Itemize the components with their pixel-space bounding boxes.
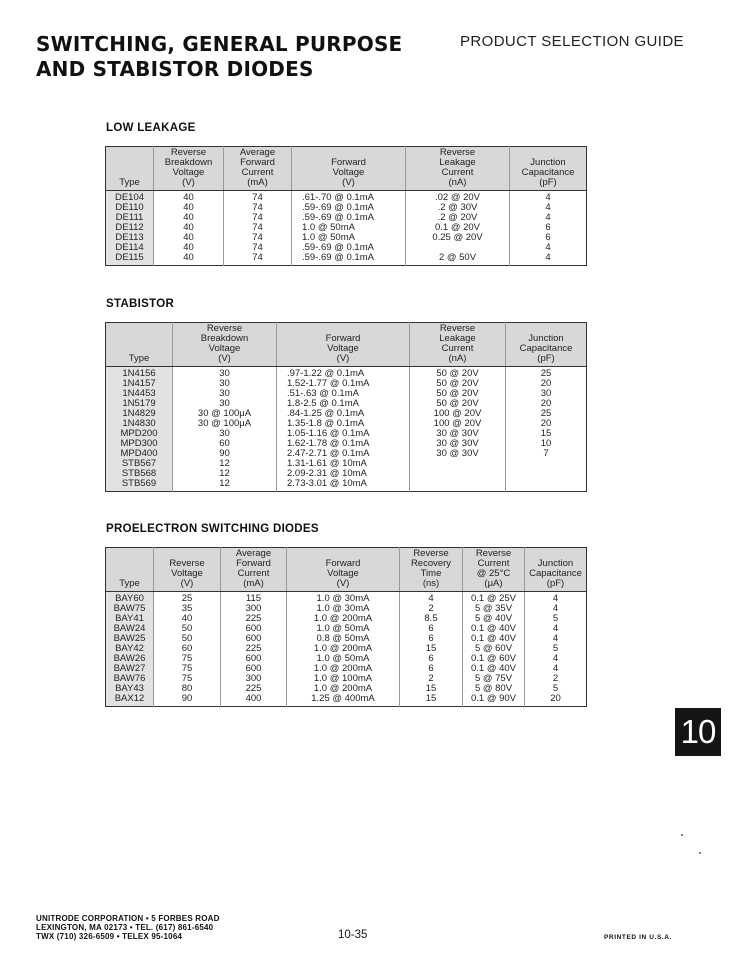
table-row — [106, 379, 587, 389]
column-header: Type — [106, 147, 154, 191]
table-cell: 25 — [154, 592, 221, 605]
table-cell: 20 — [525, 694, 587, 707]
table-row — [106, 654, 587, 664]
table-cell: 4 — [510, 243, 587, 253]
table-cell: 1.25 @ 400mA — [287, 694, 400, 707]
table-cell: 50 @ 20V — [410, 367, 506, 380]
table-cell: 4 — [525, 634, 587, 644]
part-type-cell: DE104 — [106, 191, 154, 204]
table-cell: 40 — [154, 614, 221, 624]
part-type-cell: 1N4829 — [106, 409, 173, 419]
part-type-cell: BAW76 — [106, 674, 154, 684]
column-header: Reverse Recovery Time (ns) — [400, 548, 463, 592]
table-cell: .2 @ 20V — [406, 213, 510, 223]
table-cell: .61-.70 @ 0.1mA — [292, 191, 406, 204]
table-cell: 1.0 @ 100mA — [287, 674, 400, 684]
table-cell: 1.0 @ 200mA — [287, 684, 400, 694]
table-cell: 6 — [400, 664, 463, 674]
table-cell: 5 — [525, 614, 587, 624]
table-cell: 50 — [154, 624, 221, 634]
table-cell: 4 — [400, 592, 463, 605]
table-cell: 4 — [510, 213, 587, 223]
table-cell: .02 @ 20V — [406, 191, 510, 204]
table-row — [106, 664, 587, 674]
table-cell: 2.47-2.71 @ 0.1mA — [277, 449, 410, 459]
table-cell: 1.0 @ 50mA — [287, 624, 400, 634]
table-cell: 20 — [506, 419, 587, 429]
part-type-cell: DE113 — [106, 233, 154, 243]
table-cell: 400 — [221, 694, 287, 707]
table-cell: 1.0 @ 200mA — [287, 644, 400, 654]
table-row — [106, 389, 587, 399]
table-row — [106, 644, 587, 654]
table-row — [106, 459, 587, 469]
part-type-cell: BAW27 — [106, 664, 154, 674]
table-cell: 4 — [525, 664, 587, 674]
table-cell: .59-.69 @ 0.1mA — [292, 243, 406, 253]
table-row — [106, 243, 587, 253]
table-cell: 4 — [510, 203, 587, 213]
table-cell: 30 — [173, 367, 277, 380]
table-cell: 30 @ 100μA — [173, 419, 277, 429]
table-cell: 74 — [224, 243, 292, 253]
table-cell: 40 — [154, 191, 224, 204]
table-cell — [506, 479, 587, 492]
margin-dot — [681, 834, 683, 836]
table-cell: 1.62-1.78 @ 0.1mA — [277, 439, 410, 449]
table-cell: 15 — [400, 684, 463, 694]
table-cell: 30 @ 30V — [410, 449, 506, 459]
table-row — [106, 399, 587, 409]
table-header-row — [106, 323, 587, 367]
column-header: Reverse Leakage Current (nA) — [410, 323, 506, 367]
table-cell: 1.0 @ 30mA — [287, 592, 400, 605]
part-type-cell: BAY42 — [106, 644, 154, 654]
table-row — [106, 439, 587, 449]
table-cell: 2 — [400, 604, 463, 614]
table-cell — [410, 479, 506, 492]
part-type-cell: BAY43 — [106, 684, 154, 694]
part-type-cell: DE112 — [106, 223, 154, 233]
part-type-cell: 1N4830 — [106, 419, 173, 429]
table-cell: 40 — [154, 203, 224, 213]
table-cell: 12 — [173, 469, 277, 479]
part-type-cell: DE111 — [106, 213, 154, 223]
table-cell: 225 — [221, 684, 287, 694]
table-cell: 5 @ 60V — [463, 644, 525, 654]
table-row — [106, 419, 587, 429]
column-header: Type — [106, 548, 154, 592]
table-cell: 40 — [154, 213, 224, 223]
table-header-row — [106, 548, 587, 592]
table-cell: 6 — [510, 223, 587, 233]
part-type-cell: 1N4157 — [106, 379, 173, 389]
table-cell: 40 — [154, 233, 224, 243]
table-row — [106, 233, 587, 243]
column-header: Reverse Current @ 25°C (μA) — [463, 548, 525, 592]
table-cell: 115 — [221, 592, 287, 605]
table-cell: 600 — [221, 624, 287, 634]
table-cell: 50 @ 20V — [410, 389, 506, 399]
table-cell: 5 @ 75V — [463, 674, 525, 684]
table-cell: 5 @ 35V — [463, 604, 525, 614]
table-cell: 90 — [154, 694, 221, 707]
part-type-cell: 1N4453 — [106, 389, 173, 399]
table-cell: 5 @ 80V — [463, 684, 525, 694]
column-header: Reverse Breakdown Voltage (V) — [173, 323, 277, 367]
page-number: 10-35 — [338, 929, 368, 941]
table-cell: 30 @ 30V — [410, 429, 506, 439]
table-cell: 12 — [173, 479, 277, 492]
table-cell: 7 — [506, 449, 587, 459]
table-cell: 30 — [506, 389, 587, 399]
table-cell: 60 — [173, 439, 277, 449]
table-cell: 1.52-1.77 @ 0.1mA — [277, 379, 410, 389]
table-cell: 40 — [154, 253, 224, 266]
table-cell: 600 — [221, 664, 287, 674]
table-cell: 74 — [224, 203, 292, 213]
table-row — [106, 614, 587, 624]
part-type-cell: 1N5179 — [106, 399, 173, 409]
table-cell: 1.8-2.5 @ 0.1mA — [277, 399, 410, 409]
table-row — [106, 203, 587, 213]
table-cell: 600 — [221, 654, 287, 664]
part-type-cell: BAX12 — [106, 694, 154, 707]
table-cell: 600 — [221, 634, 287, 644]
table-cell: 0.25 @ 20V — [406, 233, 510, 243]
part-type-cell: BAY60 — [106, 592, 154, 605]
company-address: UNITRODE CORPORATION • 5 FORBES ROAD LEXINGTON, MA 02173 • TEL. (617) 861-6540 TWX (710) 326-6509 • TELEX 95-1064 — [36, 914, 220, 941]
part-type-cell: BAW24 — [106, 624, 154, 634]
table-cell: 30 — [173, 389, 277, 399]
table-cell: 0.1 @ 25V — [463, 592, 525, 605]
table-cell: 8.5 — [400, 614, 463, 624]
table-cell: 40 — [154, 243, 224, 253]
table-cell: 25 — [506, 409, 587, 419]
table-cell: 5 — [525, 684, 587, 694]
table-row — [106, 449, 587, 459]
table-cell: 0.1 @ 40V — [463, 624, 525, 634]
table-cell: 0.1 @ 20V — [406, 223, 510, 233]
column-header: Junction Capacitance (pF) — [525, 548, 587, 592]
table-cell: 1.0 @ 200mA — [287, 664, 400, 674]
page-title — [36, 32, 436, 82]
part-type-cell: STB568 — [106, 469, 173, 479]
table-cell: 20 — [506, 379, 587, 389]
table-row — [106, 409, 587, 419]
table-cell: 50 @ 20V — [410, 379, 506, 389]
table-cell: 74 — [224, 223, 292, 233]
low-leakage-table — [105, 146, 587, 266]
table-cell: 74 — [224, 253, 292, 266]
table-cell: 2.09-2.31 @ 10mA — [277, 469, 410, 479]
part-type-cell: BAW75 — [106, 604, 154, 614]
section-title-stabistor: STABISTOR — [106, 298, 175, 310]
table-cell: 50 @ 20V — [410, 399, 506, 409]
page-title-line-1: SWITCHING, GENERAL PURPOSE — [36, 32, 403, 56]
stabistor-table — [105, 322, 587, 492]
column-header: Junction Capacitance (pF) — [510, 147, 587, 191]
table-cell: 5 — [525, 644, 587, 654]
table-cell: 1.35-1.8 @ 0.1mA — [277, 419, 410, 429]
column-header: Forward Voltage (V) — [287, 548, 400, 592]
product-selection-guide-label: PRODUCT SELECTION GUIDE — [460, 33, 684, 50]
table-cell: .84-1.25 @ 0.1mA — [277, 409, 410, 419]
table-cell: .2 @ 30V — [406, 203, 510, 213]
table-cell: 2 — [525, 674, 587, 684]
table-cell: 40 — [154, 223, 224, 233]
table-cell: .97-1.22 @ 0.1mA — [277, 367, 410, 380]
table-cell: 6 — [400, 634, 463, 644]
table-cell: 74 — [224, 213, 292, 223]
table-cell: 4 — [525, 624, 587, 634]
table-cell: 74 — [224, 191, 292, 204]
table-cell: 50 — [154, 634, 221, 644]
table-row — [106, 684, 587, 694]
table-cell: 60 — [154, 644, 221, 654]
table-cell: 1.0 @ 50mA — [292, 233, 406, 243]
table-cell: 5 @ 40V — [463, 614, 525, 624]
table-row — [106, 253, 587, 266]
section-title-low-leakage: LOW LEAKAGE — [106, 122, 196, 134]
column-header: Junction Capacitance (pF) — [506, 323, 587, 367]
column-header: Reverse Leakage Current (nA) — [406, 147, 510, 191]
table-cell: 0.1 @ 40V — [463, 634, 525, 644]
part-type-cell: MPD400 — [106, 449, 173, 459]
part-type-cell: BAW26 — [106, 654, 154, 664]
table-cell: 12 — [173, 459, 277, 469]
part-type-cell: DE114 — [106, 243, 154, 253]
table-cell — [406, 243, 510, 253]
table-cell: 10 — [506, 439, 587, 449]
table-cell: 100 @ 20V — [410, 409, 506, 419]
table-cell: 20 — [506, 399, 587, 409]
table-row — [106, 429, 587, 439]
table-cell: 100 @ 20V — [410, 419, 506, 429]
table-cell: 30 @ 100μA — [173, 409, 277, 419]
table-cell: 74 — [224, 233, 292, 243]
page-title-line-2: AND STABISTOR DIODES — [36, 57, 314, 81]
column-header: Forward Voltage (V) — [277, 323, 410, 367]
table-cell: 2 @ 50V — [406, 253, 510, 266]
table-cell: 6 — [400, 624, 463, 634]
table-cell: 4 — [525, 604, 587, 614]
table-cell: 4 — [525, 592, 587, 605]
table-header-row — [106, 147, 587, 191]
table-cell: 4 — [510, 253, 587, 266]
table-cell: 15 — [506, 429, 587, 439]
table-cell — [410, 459, 506, 469]
table-cell: 30 @ 30V — [410, 439, 506, 449]
table-cell: 4 — [525, 654, 587, 664]
table-cell: 80 — [154, 684, 221, 694]
part-type-cell: BAY41 — [106, 614, 154, 624]
table-cell: 1.0 @ 50mA — [287, 654, 400, 664]
table-cell — [506, 469, 587, 479]
part-type-cell: DE110 — [106, 203, 154, 213]
table-cell: 6 — [510, 233, 587, 243]
table-cell: 4 — [510, 191, 587, 204]
table-row — [106, 479, 587, 492]
table-row — [106, 469, 587, 479]
table-cell: 30 — [173, 399, 277, 409]
table-row — [106, 624, 587, 634]
table-cell: 0.1 @ 90V — [463, 694, 525, 707]
table-cell: 300 — [221, 674, 287, 684]
column-header: Reverse Breakdown Voltage (V) — [154, 147, 224, 191]
section-title-proelectron: PROELECTRON SWITCHING DIODES — [106, 523, 319, 535]
table-row — [106, 694, 587, 707]
table-cell: 2.73-3.01 @ 10mA — [277, 479, 410, 492]
column-header: Average Forward Current (mA) — [221, 548, 287, 592]
printed-in-usa: PRINTED IN U.S.A. — [604, 934, 672, 941]
table-cell: 25 — [506, 367, 587, 380]
part-type-cell: BAW25 — [106, 634, 154, 644]
table-cell: 0.1 @ 40V — [463, 664, 525, 674]
table-cell: 1.0 @ 50mA — [292, 223, 406, 233]
table-cell: 75 — [154, 654, 221, 664]
table-cell: .59-.69 @ 0.1mA — [292, 253, 406, 266]
table-cell: 2 — [400, 674, 463, 684]
table-cell: 6 — [400, 654, 463, 664]
column-header: Forward Voltage (V) — [292, 147, 406, 191]
table-cell — [506, 459, 587, 469]
table-cell: 75 — [154, 664, 221, 674]
table-row — [106, 223, 587, 233]
table-cell: 225 — [221, 614, 287, 624]
table-cell: 30 — [173, 379, 277, 389]
column-header: Average Forward Current (mA) — [224, 147, 292, 191]
table-row — [106, 634, 587, 644]
table-cell: 1.0 @ 200mA — [287, 614, 400, 624]
table-cell: 75 — [154, 674, 221, 684]
table-cell: 225 — [221, 644, 287, 654]
part-type-cell: DE115 — [106, 253, 154, 266]
part-type-cell: STB567 — [106, 459, 173, 469]
table-cell: 15 — [400, 694, 463, 707]
part-type-cell: STB569 — [106, 479, 173, 492]
table-row — [106, 674, 587, 684]
table-row — [106, 191, 587, 204]
table-cell: 1.0 @ 30mA — [287, 604, 400, 614]
part-type-cell: 1N4156 — [106, 367, 173, 380]
table-cell: 300 — [221, 604, 287, 614]
table-cell: .59-.69 @ 0.1mA — [292, 203, 406, 213]
table-row — [106, 592, 587, 605]
table-cell: 35 — [154, 604, 221, 614]
table-cell: 15 — [400, 644, 463, 654]
table-cell: 1.05-1.16 @ 0.1mA — [277, 429, 410, 439]
column-header: Type — [106, 323, 173, 367]
table-cell: .51-.63 @ 0.1mA — [277, 389, 410, 399]
table-row — [106, 213, 587, 223]
margin-dot — [699, 852, 701, 854]
table-cell — [410, 469, 506, 479]
table-cell: 0.1 @ 60V — [463, 654, 525, 664]
part-type-cell: MPD200 — [106, 429, 173, 439]
table-row — [106, 604, 587, 614]
section-tab-10: 10 — [675, 708, 721, 756]
table-cell: .59-.69 @ 0.1mA — [292, 213, 406, 223]
table-cell: 30 — [173, 429, 277, 439]
table-row — [106, 367, 587, 380]
column-header: Reverse Voltage (V) — [154, 548, 221, 592]
table-cell: 90 — [173, 449, 277, 459]
table-cell: 1.31-1.61 @ 10mA — [277, 459, 410, 469]
proelectron-table — [105, 547, 587, 707]
part-type-cell: MPD300 — [106, 439, 173, 449]
table-cell: 0.8 @ 50mA — [287, 634, 400, 644]
